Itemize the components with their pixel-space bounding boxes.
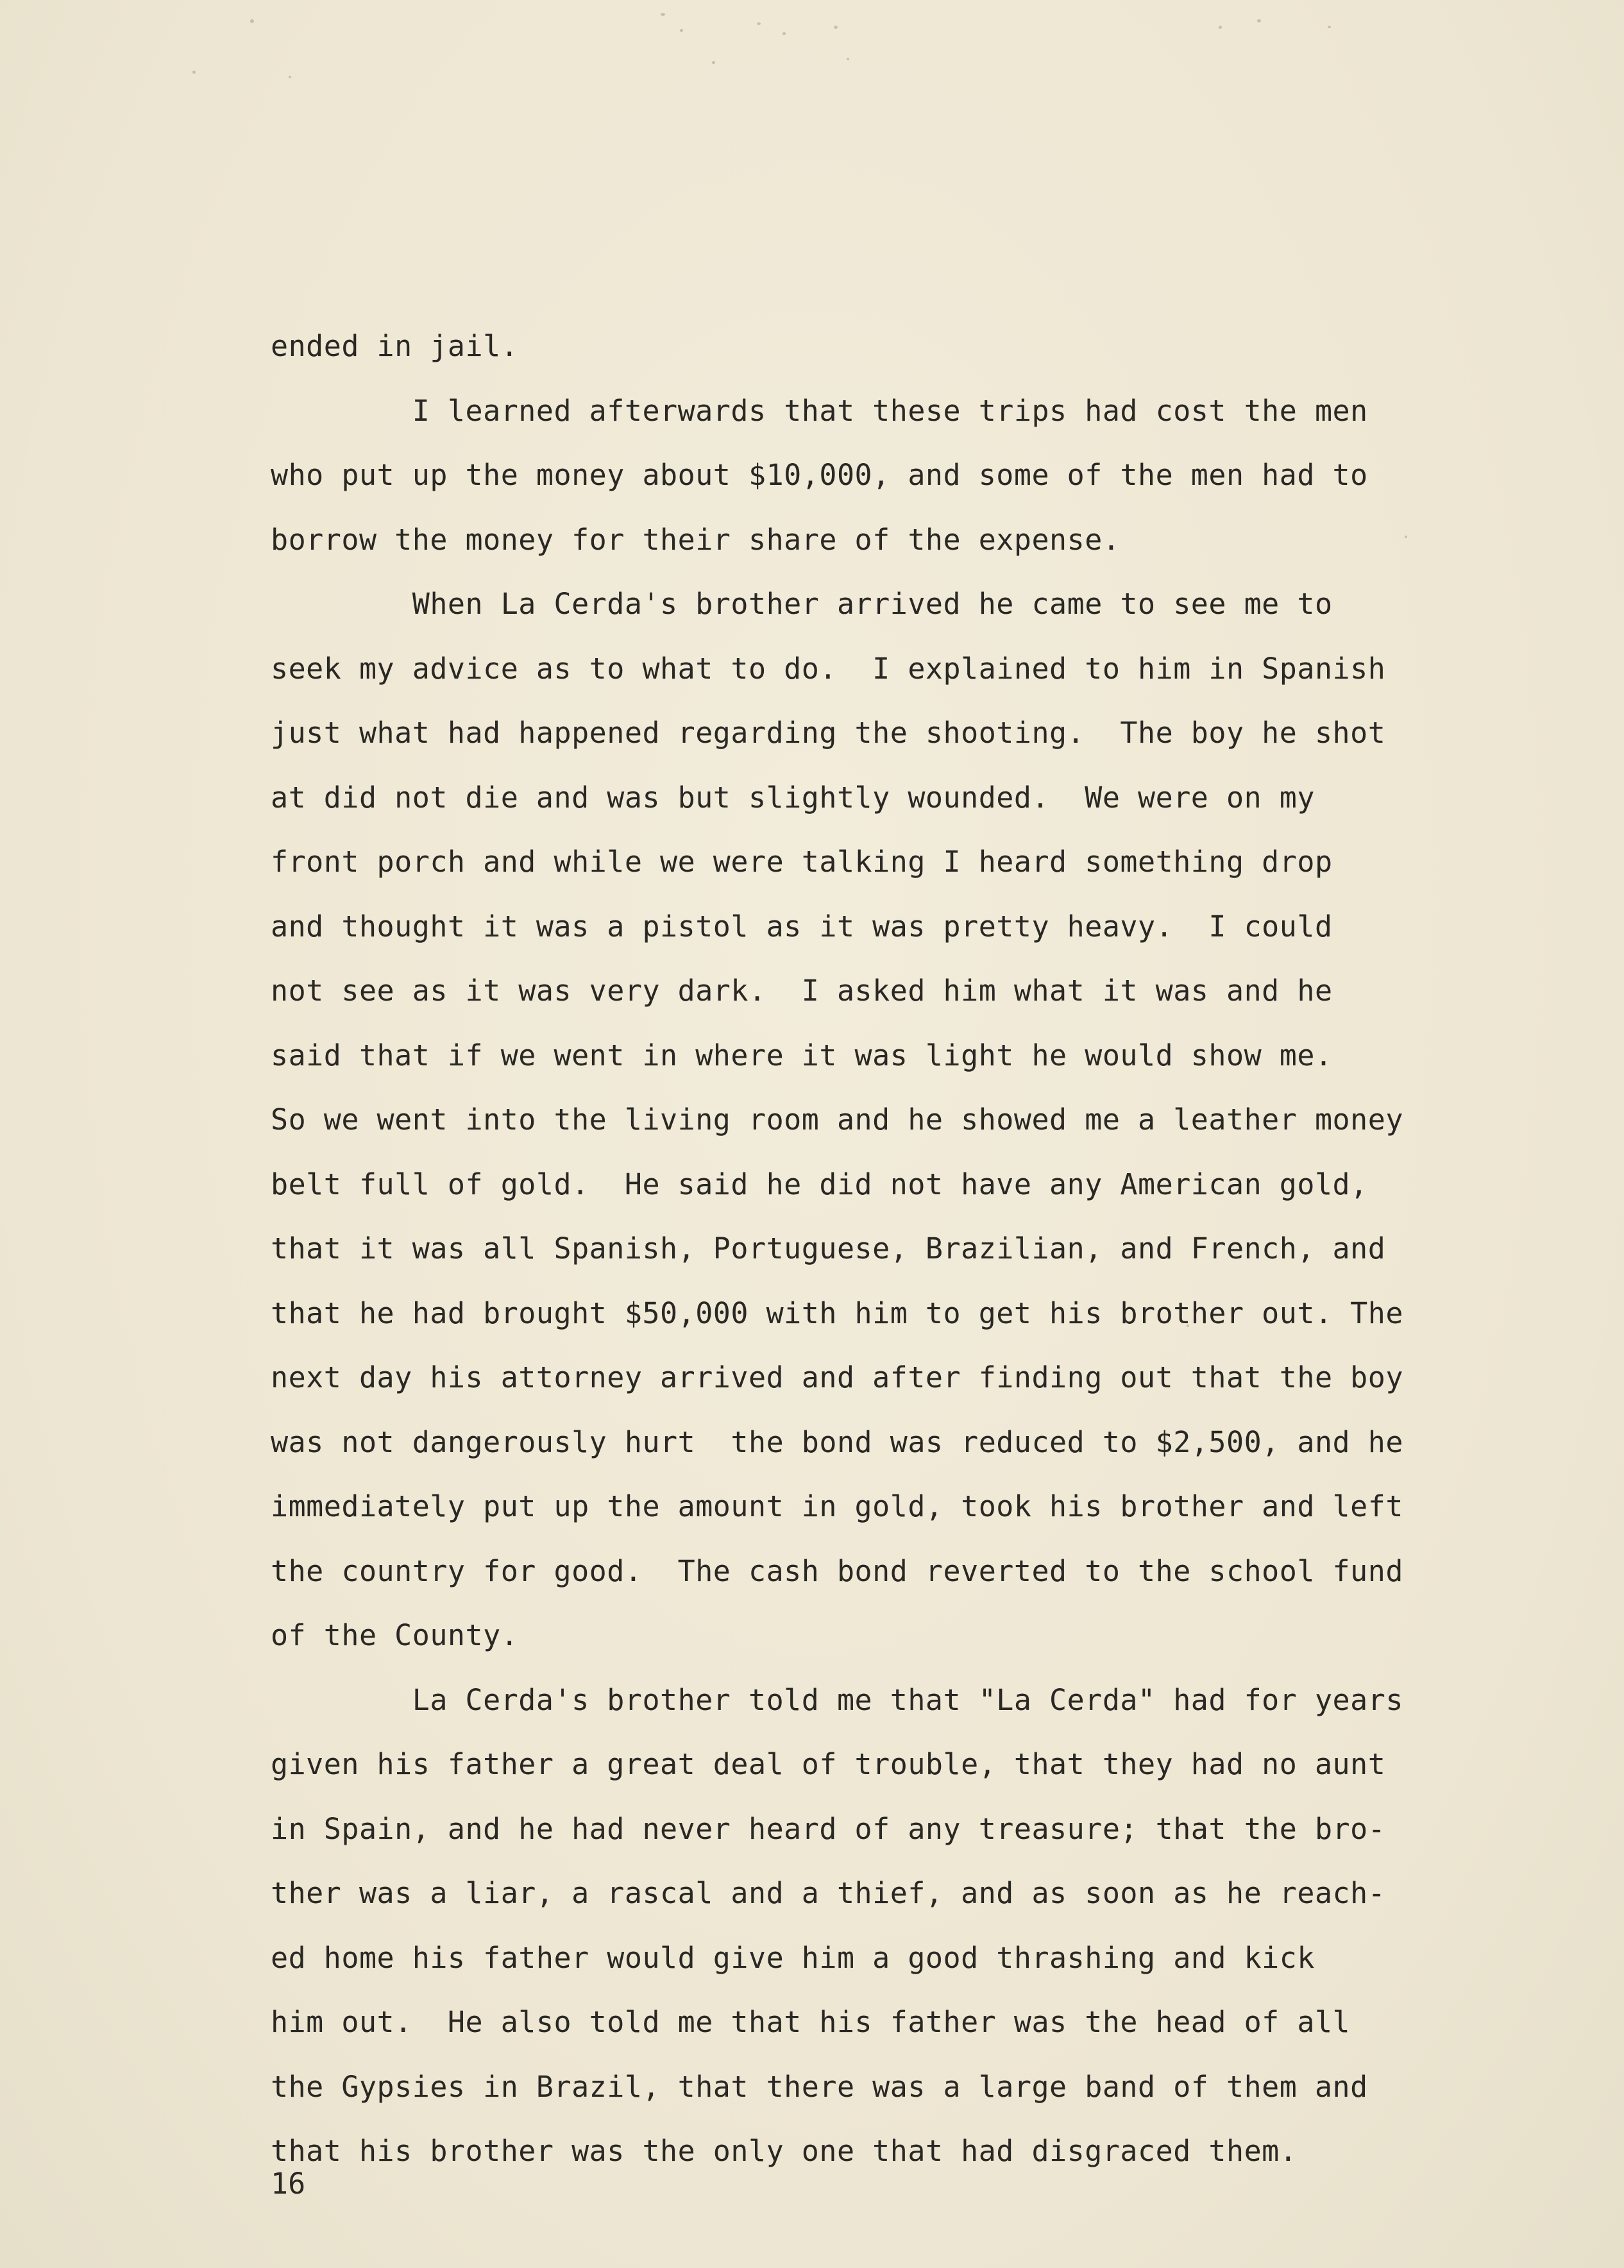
text-line: belt full of gold. He said he did not have any American gold, bbox=[271, 1167, 1368, 1201]
paper-speck bbox=[680, 29, 683, 32]
text-line: and thought it was a pistol as it was pretty heavy. I could bbox=[271, 909, 1333, 944]
text-line: of the County. bbox=[271, 1618, 519, 1652]
paper-speck bbox=[757, 22, 761, 25]
text-line: in Spain, and he had never heard of any treasure; that the bro- bbox=[271, 1811, 1386, 1846]
paper-speck bbox=[834, 26, 838, 29]
paper-speck bbox=[661, 13, 665, 16]
text-line: was not dangerously hurt the bond was reduced to $2,500, and he bbox=[271, 1425, 1403, 1459]
paper-speck bbox=[712, 61, 715, 64]
paper-speck bbox=[192, 71, 196, 74]
text-line: said that if we went in where it was light he would show me. bbox=[271, 1038, 1333, 1072]
text-line: immediately put up the amount in gold, took his brother and left bbox=[271, 1489, 1403, 1523]
paper-speck bbox=[1257, 19, 1261, 22]
document-body bbox=[271, 314, 1515, 2184]
text-line: that it was all Spanish, Portuguese, Brazilian, and French, and bbox=[271, 1231, 1386, 1265]
text-line: borrow the money for their share of the expense. bbox=[271, 522, 1121, 557]
paper-speck bbox=[847, 58, 849, 60]
text-line: ed home his father would give him a good thrashing and kick bbox=[271, 1940, 1315, 1975]
text-line: that he had brought $50,000 with him to get his brother out. The bbox=[271, 1296, 1403, 1330]
text-line: La Cerda's brother told me that "La Cerda" had for years bbox=[271, 1682, 1403, 1717]
paper-speck bbox=[289, 76, 291, 78]
paper-speck bbox=[1219, 26, 1222, 29]
text-line: I learned afterwards that these trips had cost the men bbox=[271, 393, 1368, 428]
text-line: When La Cerda's brother arrived he came to see me to bbox=[271, 587, 1333, 621]
text-line: that his brother was the only one that had disgraced them. bbox=[271, 2134, 1298, 2168]
text-line: given his father a great deal of trouble, that they had no aunt bbox=[271, 1747, 1386, 1781]
text-line: ended in jail. bbox=[271, 329, 519, 363]
text-line: seek my advice as to what to do. I explained to him in Spanish bbox=[271, 651, 1386, 686]
paper-speck bbox=[782, 32, 786, 35]
text-line: who put up the money about $10,000, and some of the men had to bbox=[271, 458, 1368, 492]
text-line: front porch and while we were talking I heard something drop bbox=[271, 845, 1333, 879]
page-number: 16 bbox=[271, 2167, 306, 2201]
text-line: not see as it was very dark. I asked him what it was and he bbox=[271, 974, 1333, 1008]
paper-speck bbox=[250, 19, 254, 23]
text-line: ther was a liar, a rascal and a thief, and as soon as he reach- bbox=[271, 1876, 1386, 1910]
paper-speck bbox=[1328, 26, 1331, 28]
text-line: just what had happened regarding the shooting. The boy he shot bbox=[271, 716, 1386, 750]
text-line: the Gypsies in Brazil, that there was a large band of them and bbox=[271, 2069, 1368, 2104]
text-line: at did not die and was but slightly wounded. We were on my bbox=[271, 780, 1315, 815]
text-line: next day his attorney arrived and after finding out that the boy bbox=[271, 1360, 1403, 1394]
text-line: him out. He also told me that his father was the head of all bbox=[271, 2005, 1351, 2039]
text-line: the country for good. The cash bond reverted to the school fund bbox=[271, 1553, 1403, 1588]
text-line: So we went into the living room and he showed me a leather money bbox=[271, 1103, 1403, 1137]
